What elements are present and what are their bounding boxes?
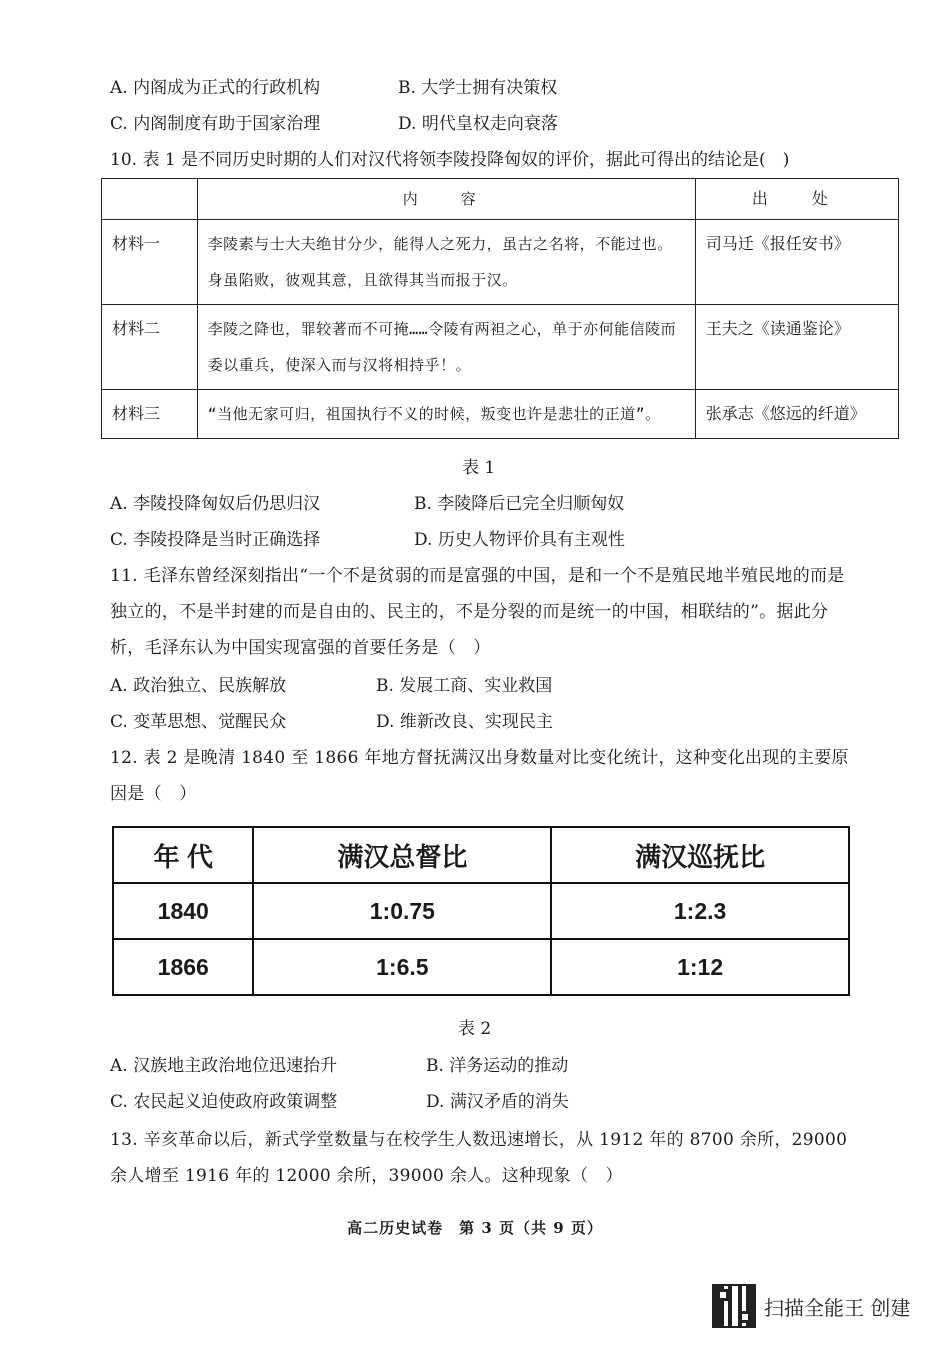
q11-option-b: B. 发展工商、实业救国 [376,676,553,696]
q11-option-d: D. 维新改良、实现民主 [376,712,553,732]
q10-option-b: B. 李陵降后已完全归顺匈奴 [414,494,625,514]
material-label: 材料三 [102,390,198,439]
table-1-caption: 表 1 [462,458,496,478]
q11-option-a: A. 政治独立、民族解放 [110,676,287,696]
table-row [102,220,899,305]
table-cell-year: 1840 [113,883,253,939]
q10-stem: 10. 表 1 是不同历史时期的人们对汉代将领李陵投降匈奴的评价，据此可得出的结论是( ) [110,150,790,170]
material-content: “当他无家可归，祖国执行不义的时候，叛变也许是悲壮的正道”。 [197,390,695,439]
table-2-header [113,827,849,883]
q10-option-d: D. 历史人物评价具有主观性 [414,530,625,550]
material-content: 李陵之降也，罪较著而不可掩……令陵有两袒之心，单于亦何能信陵而委以重兵，使深入而与汉将相持乎！。 [197,305,695,390]
table-row [102,305,899,390]
q13-stem: 13. 辛亥革命以后，新式学堂数量与在校学生人数迅速增长，从 1912 年的 8700 余所，29000 余人增至 1916 年的 12000 余所，39000 余人。这种现象（ ） [110,1130,848,1186]
table-row [113,939,849,995]
material-label: 材料一 [102,220,198,305]
table-row [113,883,849,939]
q12-stem: 12. 表 2 是晚清 1840 至 1866 年地方督抚满汉出身数量对比变化统计，这种变化出现的主要原因是（ ） [110,748,849,804]
q12-option-c: C. 农民起义迫使政府政策调整 [110,1092,338,1112]
table-2-header-xunfu-ratio: 满汉巡抚比 [551,827,849,883]
table-2-header-governor-ratio: 满汉总督比 [253,827,551,883]
table-1-header-empty [102,179,198,220]
page-footer: 高二历史试卷 第 3 页（共 9 页） [347,1219,603,1237]
q9-option-b: B. 大学士拥有决策权 [398,78,558,98]
table-cell-xunfu-ratio: 1:12 [551,939,849,995]
qr-code-icon [712,1284,756,1328]
material-source: 司马迁《报任安书》 [695,220,898,305]
material-source: 王夫之《读通鉴论》 [695,305,898,390]
material-content: 李陵素与士大夫绝甘分少，能得人之死力，虽古之名将，不能过也。身虽陷败，彼观其意，且欲得其当而报于汉。 [197,220,695,305]
table-row [102,390,899,439]
q9-option-a: A. 内阁成为正式的行政机构 [110,78,321,98]
q12-option-d: D. 满汉矛盾的消失 [426,1092,569,1112]
q9-option-d: D. 明代皇权走向衰落 [398,114,558,134]
q12-option-a: A. 汉族地主政治地位迅速抬升 [110,1056,338,1076]
table-2 [112,826,850,996]
material-source: 张承志《悠远的纤道》 [695,390,898,439]
table-cell-governor-ratio: 1:6.5 [253,939,551,995]
table-1-header-source: 出 处 [695,179,898,220]
table-1-header [102,179,899,220]
q11-stem: 11. 毛泽东曾经深刻指出“一个不是贫弱的而是富强的中国，是和一个不是殖民地半殖民地的而是独立的，不是半封建的而是自由的、民主的，不是分裂的而是统一的中国，相联结的”。据此分析，毛泽东认为中国实现富强的首要任务是（ ） [110,566,845,658]
q10-option-a: A. 李陵投降匈奴后仍思归汉 [110,494,321,514]
table-cell-governor-ratio: 1:0.75 [253,883,551,939]
table-cell-xunfu-ratio: 1:2.3 [551,883,849,939]
table-cell-year: 1866 [113,939,253,995]
q11-option-c: C. 变革思想、觉醒民众 [110,712,287,732]
table-2-caption: 表 2 [458,1019,492,1039]
table-1-header-content: 内 容 [197,179,695,220]
table-1 [101,178,899,439]
table-2-header-year: 年 代 [113,827,253,883]
q10-option-c: C. 李陵投降是当时正确选择 [110,530,321,550]
q12-option-b: B. 洋务运动的推动 [426,1056,569,1076]
scanner-watermark [712,1284,910,1328]
material-label: 材料二 [102,305,198,390]
q9-option-c: C. 内阁制度有助于国家治理 [110,114,321,134]
watermark-text: 扫描全能王 创建 [764,1295,911,1320]
